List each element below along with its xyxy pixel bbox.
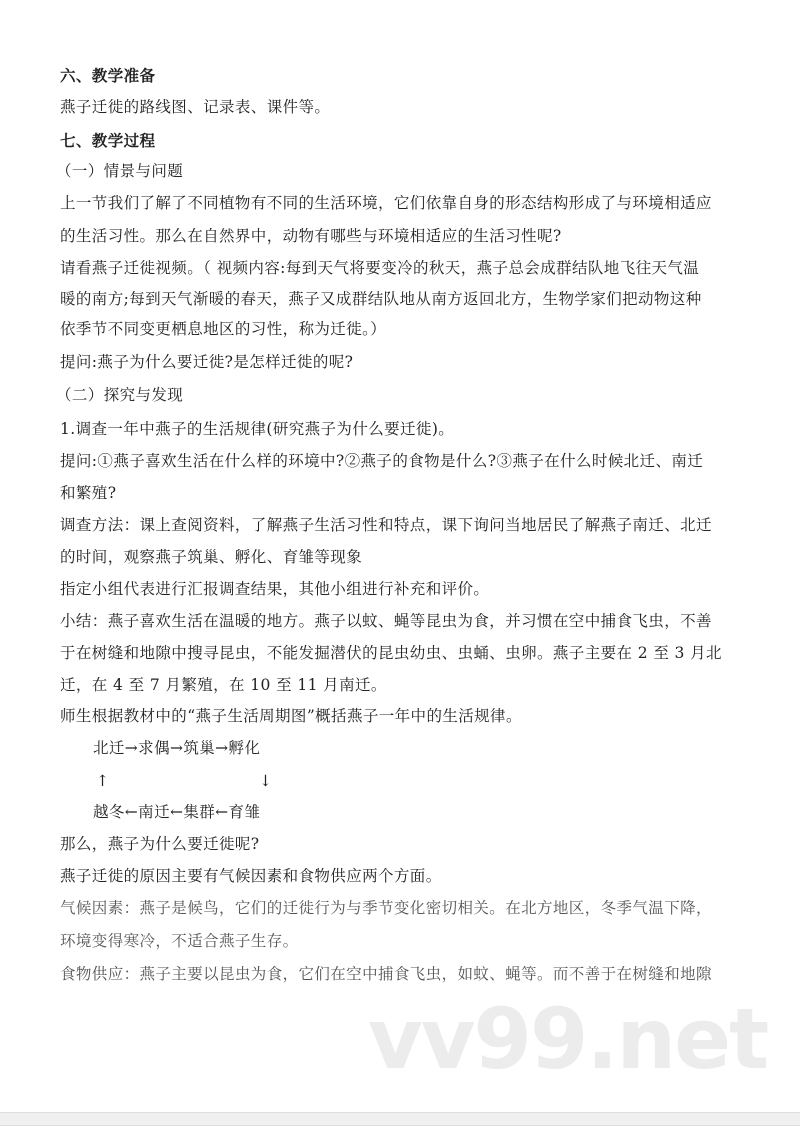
paragraph-line: 那么，燕子为什么要迁徙呢? bbox=[60, 835, 260, 853]
cycle-bottom-row: 越冬←南迁←集群←育雏 bbox=[93, 803, 261, 821]
paragraph-line: 提问:①燕子喜欢生活在什么样的环境中?②燕子的食物是什么?③燕子在什么时候北迁、南迁 bbox=[60, 452, 704, 470]
paragraph-line: 请看燕子迁徙视频。（ 视频内容:每到天气将要变冷的秋天，燕子总会成群结队地飞往天气温 bbox=[60, 259, 700, 277]
paragraph-line: 的生活习性。那么在自然界中，动物有哪些与环境相适应的生活习性呢? bbox=[60, 227, 562, 245]
paragraph-line: 迁，在 4 至 7 月繁殖，在 10 至 11 月南迁。 bbox=[60, 676, 387, 694]
subsection-heading: （二）探究与发现 bbox=[56, 386, 184, 404]
watermark: vv99.net bbox=[368, 990, 768, 1088]
page-separator bbox=[0, 1112, 800, 1126]
paragraph-line: 小结：燕子喜欢生活在温暖的地方。燕子以蚊、蝇等昆虫为食，并习惯在空中捕食飞虫，不善 bbox=[60, 612, 712, 630]
cycle-top-row: 北迁→求偶→筑巢→孵化 bbox=[93, 739, 261, 757]
arrow-down: ↓ bbox=[259, 772, 273, 790]
paragraph-line: 食物供应：燕子主要以昆虫为食，它们在空中捕食飞虫，如蚊、蝇等。而不善于在树缝和地隙 bbox=[60, 965, 712, 983]
section-heading: 六、教学准备 bbox=[60, 67, 156, 85]
arrow-up: ↑ bbox=[96, 772, 110, 790]
paragraph-line: 依季节不同变更栖息地区的习性，称为迁徙。） bbox=[60, 320, 387, 338]
paragraph-line: 于在树缝和地隙中搜寻昆虫，不能发掘潜伏的昆虫幼虫、虫蛹、虫卵。燕子主要在 2 至 3 月北 bbox=[60, 644, 722, 662]
paragraph-line: 1.调查一年中燕子的生活规律(研究燕子为什么要迁徙)。 bbox=[60, 420, 455, 438]
paragraph-line: 调查方法：课上查阅资料，了解燕子生活习性和特点，课下询问当地居民了解燕子南迁、北迁 bbox=[60, 516, 712, 534]
paragraph-line: 燕子迁徙的原因主要有气候因素和食物供应两个方面。 bbox=[60, 867, 442, 885]
paragraph-line: 的时间，观察燕子筑巢、孵化、育雏等现象 bbox=[60, 548, 363, 566]
paragraph-line: 师生根据教材中的“燕子生活周期图”概括燕子一年中的生活规律。 bbox=[60, 707, 522, 725]
paragraph-line: 指定小组代表进行汇报调查结果，其他小组进行补充和评价。 bbox=[60, 580, 490, 598]
section-heading: 七、教学过程 bbox=[60, 132, 156, 150]
paragraph-line: 气候因素：燕子是候鸟，它们的迁徙行为与季节变化密切相关。在北方地区，冬季气温下降， bbox=[60, 899, 712, 917]
subsection-heading: （一）情景与问题 bbox=[56, 162, 184, 180]
paragraph-line: 和繁殖? bbox=[60, 484, 117, 502]
paragraph-line: 燕子迁徙的路线图、记录表、课件等。 bbox=[60, 98, 331, 116]
paragraph-line: 上一节我们了解了不同植物有不同的生活环境，它们依靠自身的形态结构形成了与环境相适应 bbox=[60, 194, 712, 212]
paragraph-line: 环境变得寒冷，不适合燕子生存。 bbox=[60, 932, 299, 950]
paragraph-line: 暖的南方;每到天气渐暖的春天，燕子又成群结队地从南方返回北方，生物学家们把动物这种 bbox=[60, 290, 702, 308]
paragraph-line: 提问:燕子为什么要迁徙?是怎样迁徙的呢? bbox=[60, 353, 354, 371]
